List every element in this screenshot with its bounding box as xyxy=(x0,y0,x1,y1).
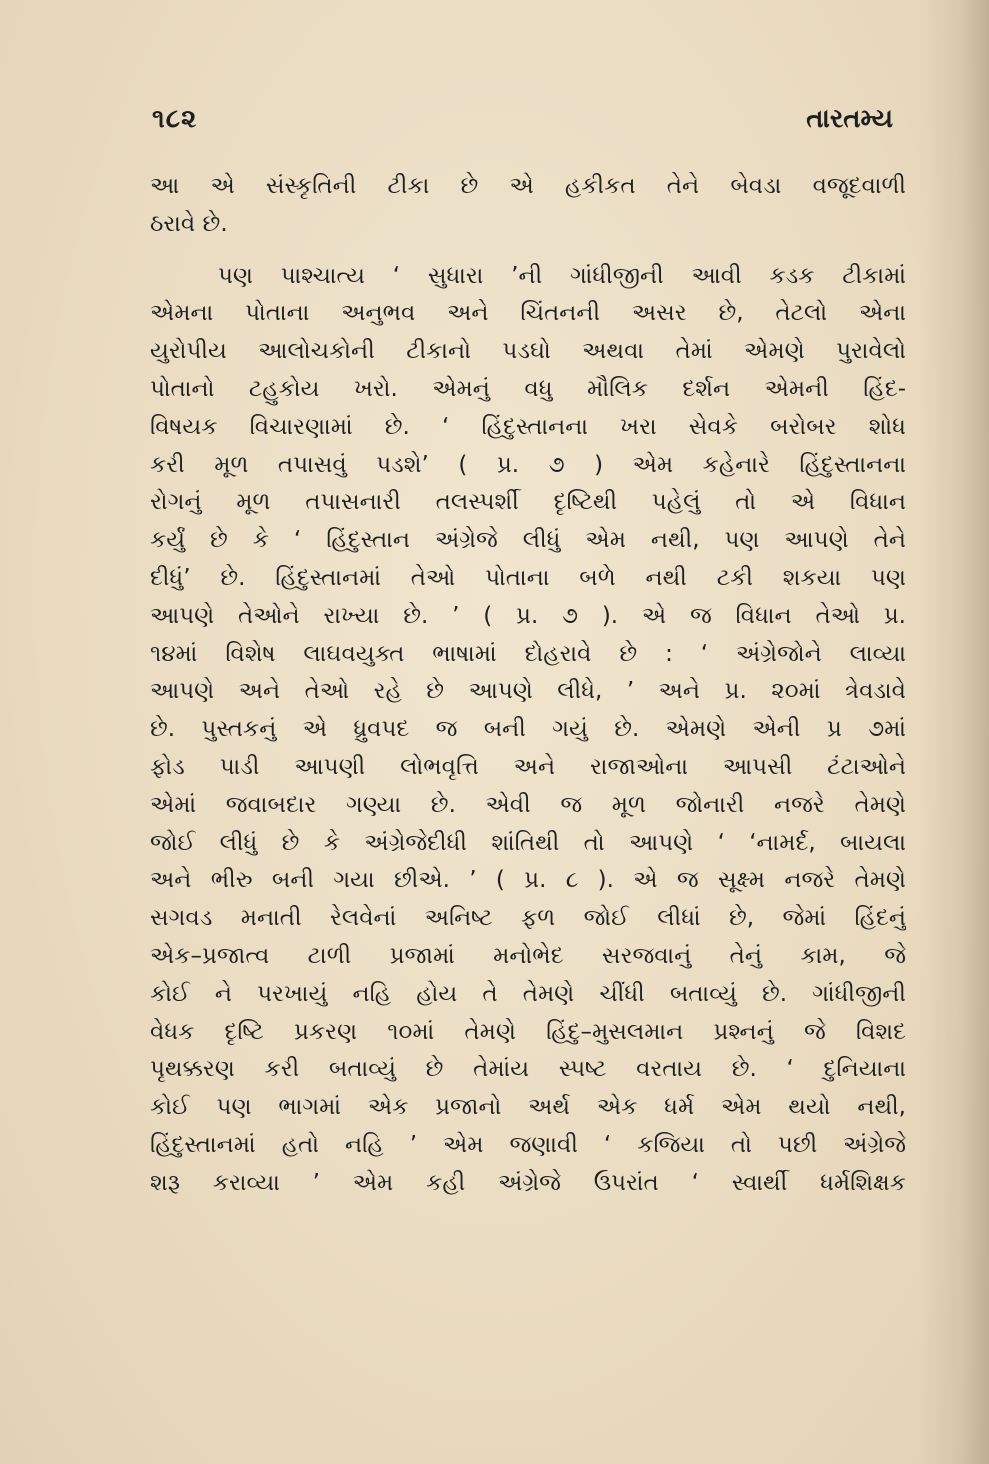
text-line: વિષયક વિચારણામાં છે. ‘ હિંદુસ્તાનના ખરા સેવકે બરોબર શોધ xyxy=(150,413,906,440)
text-line: પણ પાશ્ચાત્ય ‘ સુધારા ’ની ગાંધીજીની આવી કડક ટીકામાં xyxy=(218,262,906,289)
text-line: અને ભીરુ બની ગયા છીએ. ’ ( પ્ર. ૮ ). એ જ સૂક્ષ્મ નજરે તેમણે xyxy=(150,867,906,894)
text-line: સગવડ મનાતી રેલવેનાં અનિષ્ટ ફળ જોઈ લીધાં છે, જેમાં હિંદનું xyxy=(150,905,906,932)
text-line: આપણે તેઓને રાખ્યા છે. ’ ( પ્ર. ૭ ). એ જ વિધાન તેઓ પ્ર. xyxy=(150,602,906,629)
text-line: એમના પોતાના અનુભવ અને ચિંતનની અસર છે, તેટલો એના xyxy=(150,300,906,327)
text-line: વેધક દૃષ્ટિ પ્રકરણ ૧૦માં તેમણે હિંદુ–મુસલમાન પ્રશ્નનું જે વિશદ xyxy=(150,1018,906,1045)
paragraph-gap xyxy=(150,244,906,258)
text-line: આ એ સંસ્કૃતિની ટીકા છે એ હકીકત તેને બેવડા વજૂદવાળી xyxy=(150,173,906,199)
page-number: ૧૮૨ xyxy=(152,104,198,134)
text-line: આપણે અને તેઓ રહે છે આપણે લીધે, ’ અને પ્ર. ૨૦માં ત્રેવડાવે xyxy=(150,678,906,705)
spine-shadow xyxy=(919,0,989,1464)
running-title: તારતમ્ય xyxy=(806,104,893,134)
text-line: યુરોપીય આલોચકોની ટીકાનો પડઘો અથવા તેમાં એમણે પુરાવેલો xyxy=(150,338,906,365)
text-line: ઠરાવે છે. xyxy=(150,210,228,237)
text-line: કોઈ પણ ભાગમાં એક પ્રજાનો અર્થ એક ધર્મ એમ થયો નથી, xyxy=(150,1094,906,1121)
text-line: કર્યું છે કે ‘ હિંદુસ્તાન અંગ્રેજે લીધું એમ નથી, પણ આપણે તેને xyxy=(150,527,906,554)
text-line: છે. પુસ્તકનું એ ધ્રુવપદ જ બની ગયું છે. એમણે એની પ્ર ૭માં xyxy=(150,716,906,743)
text-line: દીધું’ છે. હિંદુસ્તાનમાં તેઓ પોતાના બળે નથી ટકી શકયા પણ xyxy=(150,564,906,591)
text-line: પૃથક્કરણ કરી બતાવ્યું છે તેમાંય સ્પષ્ટ વરતાય છે. ‘ દુનિયાના xyxy=(150,1056,906,1083)
text-line: રોગનું મૂળ તપાસનારી તલસ્પર્શી દૃષ્ટિથી પહેલું તો એ વિધાન xyxy=(150,489,906,516)
text-line: એક–પ્રજાત્વ ટાળી પ્રજામાં મનોભેદ સરજવાનું તેનું કામ, જે xyxy=(150,942,906,969)
text-line: કોઈ ને પરખાયું નહિ હોય તે તેમણે ચીંધી બતાવ્યું છે. ગાંધીજીની xyxy=(150,980,906,1007)
body-text xyxy=(150,168,906,1203)
text-line: પોતાનો ટહુકોય ખરો. એમનું વધુ મૌલિક દર્શન એમની હિંદ- xyxy=(150,375,906,402)
text-line: જોઈ લીધું છે કે અંગ્રેજેદીધી શાંતિથી તો આપણે ‘ ‘નામર્દ, બાયલા xyxy=(150,829,906,856)
text-line: એમાં જવાબદાર ગણ્યા છે. એવી જ મૂળ જોનારી નજરે તેમણે xyxy=(150,791,906,818)
text-line: શરૂ કરાવ્યા ’ એમ કહી અંગ્રેજે ઉપરાંત ‘ સ્વાર્થી ધર્મશિક્ષક xyxy=(150,1169,906,1196)
text-line: હિંદુસ્તાનમાં હતો નહિ ’ એમ જણાવી ‘ કજિયા તો પછી અંગ્રેજે xyxy=(150,1131,906,1158)
text-line: ૧૪માં વિશેષ લાઘવયુક્ત ભાષામાં દોહરાવે છે : ‘ અંગ્રેજોને લાવ્યા xyxy=(150,640,906,667)
text-line: ફોડ પાડી આપણી લોભવૃત્તિ અને રાજાઓના આપસી ટંટાઓને xyxy=(150,753,906,780)
text-line: કરી મૂળ તપાસવું પડશે’ ( પ્ર. ૭ ) એમ કહેનારે હિંદુસ્તાનના xyxy=(150,451,906,478)
